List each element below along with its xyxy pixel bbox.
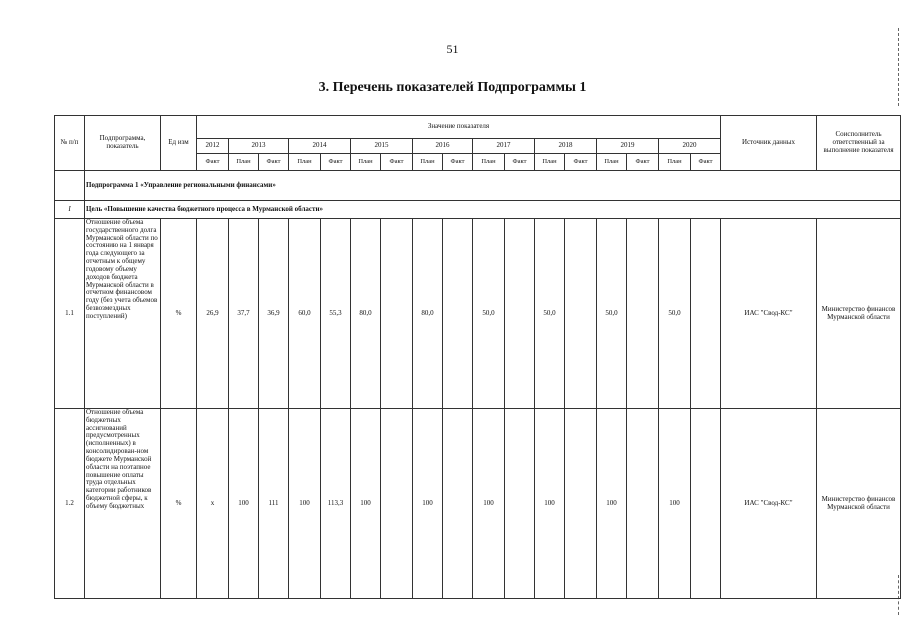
value-cell xyxy=(691,409,721,599)
value-cell: 80,0 xyxy=(351,219,381,409)
goal-num: I xyxy=(55,201,85,219)
year-cell: 2020 xyxy=(659,139,721,154)
value-cell xyxy=(381,219,413,409)
fact-label: Факт xyxy=(691,154,721,171)
header-unit: Ед изм xyxy=(161,116,197,171)
goal-row xyxy=(55,201,901,219)
value-cell: х xyxy=(197,409,229,599)
value-cell: 50,0 xyxy=(659,219,691,409)
value-cell xyxy=(443,219,473,409)
value-cell: 60,0 xyxy=(289,219,321,409)
value-cell: 37,7 xyxy=(229,219,259,409)
year-cell: 2016 xyxy=(413,139,473,154)
table-row xyxy=(55,219,901,409)
year-cell: 2014 xyxy=(289,139,351,154)
year-cell: 2012 xyxy=(197,139,229,154)
unit-cell: % xyxy=(161,219,197,409)
value-cell: 100 xyxy=(413,409,443,599)
fact-label: Факт xyxy=(321,154,351,171)
fact-label: Факт xyxy=(259,154,289,171)
value-cell: 100 xyxy=(229,409,259,599)
subprogram-row xyxy=(55,171,901,201)
source-cell: ИАС "Свод-КС" xyxy=(721,409,817,599)
year-cell: 2017 xyxy=(473,139,535,154)
fact-label: Факт xyxy=(197,154,229,171)
indicator-name xyxy=(85,409,161,599)
value-cell: 100 xyxy=(351,409,381,599)
value-cell: 111 xyxy=(259,409,289,599)
page-number: 51 xyxy=(446,42,459,56)
plan-label: План xyxy=(659,154,691,171)
value-cell: 100 xyxy=(473,409,505,599)
responsible-cell: Министерство финансов Мурманской области xyxy=(817,409,901,599)
row-num: 1.1 xyxy=(55,219,85,409)
plan-label: План xyxy=(473,154,505,171)
year-cell: 2015 xyxy=(351,139,413,154)
row-num: 1.2 xyxy=(55,409,85,599)
fact-label: Факт xyxy=(443,154,473,171)
value-cell: 55,3 xyxy=(321,219,351,409)
header-row xyxy=(55,116,901,139)
value-cell xyxy=(627,219,659,409)
year-cell: 2018 xyxy=(535,139,597,154)
value-cell: 80,0 xyxy=(413,219,443,409)
plan-label: План xyxy=(413,154,443,171)
indicators-table xyxy=(54,115,901,599)
value-cell: 100 xyxy=(659,409,691,599)
goal-title: Цель «Повышение качества бюджетного процесса в Мурманской области» xyxy=(85,201,901,219)
fact-label: Факт xyxy=(627,154,659,171)
header-responsible: Соисполнитель ответственный за выполнение показателя xyxy=(817,116,901,171)
plan-label: План xyxy=(351,154,381,171)
source-cell: ИАС "Свод-КС" xyxy=(721,219,817,409)
value-cell: 36,9 xyxy=(259,219,289,409)
value-cell: 113,3 xyxy=(321,409,351,599)
value-cell xyxy=(565,409,597,599)
page-edge-mark xyxy=(898,28,899,106)
value-cell: 26,9 xyxy=(197,219,229,409)
document-title: 3. Перечень показателей Подпрограммы 1 xyxy=(318,80,587,95)
unit-cell: % xyxy=(161,409,197,599)
value-cell xyxy=(443,409,473,599)
fact-label: Факт xyxy=(381,154,413,171)
value-cell xyxy=(565,219,597,409)
table-row xyxy=(55,409,901,599)
year-cell: 2019 xyxy=(597,139,659,154)
value-cell: 100 xyxy=(535,409,565,599)
year-cell: 2013 xyxy=(229,139,289,154)
value-cell: 100 xyxy=(597,409,627,599)
value-cell xyxy=(505,219,535,409)
value-cell: 50,0 xyxy=(597,219,627,409)
value-cell: 50,0 xyxy=(473,219,505,409)
value-cell xyxy=(691,219,721,409)
value-cell xyxy=(381,409,413,599)
subprogram-num xyxy=(55,171,85,201)
value-cell: 50,0 xyxy=(535,219,565,409)
responsible-cell: Министерство финансов Мурманской области xyxy=(817,219,901,409)
fact-label: Факт xyxy=(505,154,535,171)
plan-label: План xyxy=(229,154,259,171)
header-source: Источник данных xyxy=(721,116,817,171)
header-value: Значение показателя xyxy=(197,116,721,139)
plan-label: План xyxy=(597,154,627,171)
subprogram-title: Подпрограмма 1 «Управление региональными финансами» xyxy=(85,171,901,201)
indicator-name-text: Отношение объема бюджетных ассигнований предусмотренных (исполненных) в консолидирован-ном бюджете Мурманской области на поэтапное повышение оплаты труда отдельных категории работников бюджетной сферы, к объему бюджетных xyxy=(86,409,152,510)
plan-label: План xyxy=(535,154,565,171)
value-cell: 100 xyxy=(289,409,321,599)
fact-label: Факт xyxy=(565,154,597,171)
indicator-name: Отношение объема государственного долга Мурманской области по состоянию на 1 января года следующего за отчетным к общему годовому объему доходов бюджета Мурманской области в отчетном финансовом году (без учета объемов безвозмездных поступлений) xyxy=(85,219,161,409)
plan-label: План xyxy=(289,154,321,171)
value-cell xyxy=(505,409,535,599)
value-cell xyxy=(627,409,659,599)
header-indicator: Подпрограмма, показатель xyxy=(85,116,161,171)
header-num: № п/п xyxy=(55,116,85,171)
